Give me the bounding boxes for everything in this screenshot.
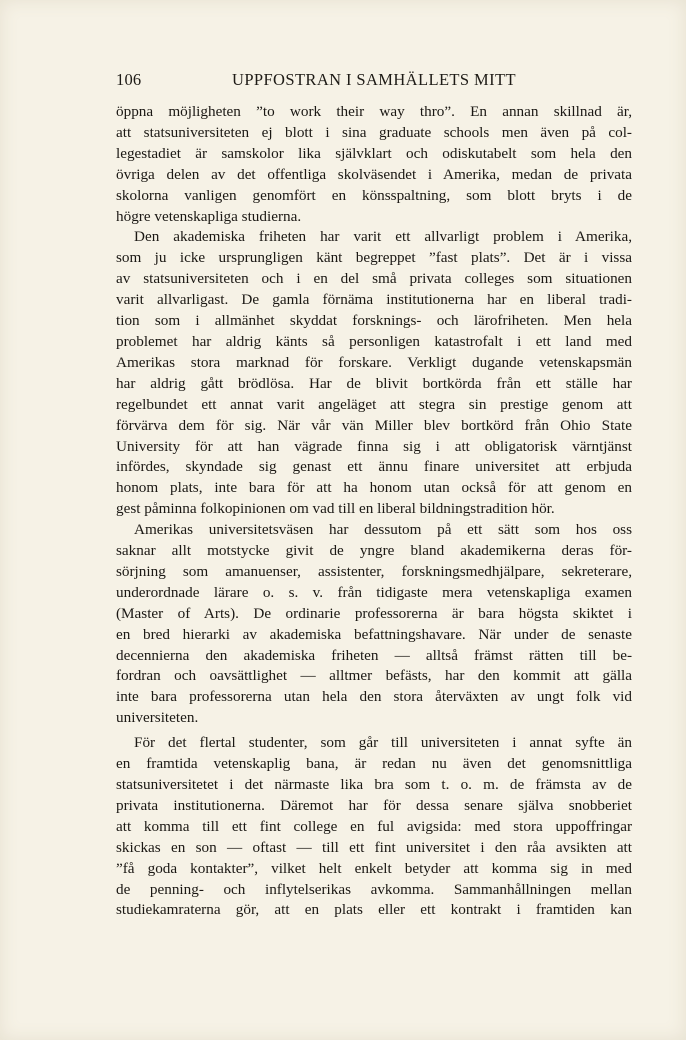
text-line: För det flertal studenter, som går till universiteten i annat syfte än: [134, 734, 632, 752]
text-line: gest påminna folkopinionen om vad till en liberal bildningstradition hör.: [116, 500, 555, 518]
text-line: skolorna vanligen genomfört en könsspaltning, som blott bryts i de: [116, 186, 632, 204]
text-line: decennierna den akademiska friheten — alltså främst rätten till be-: [116, 646, 632, 664]
text-line: högre vetenskapliga studierna.: [116, 207, 302, 225]
text-line: Den akademiska friheten har varit ett allvarligt problem i Amerika,: [134, 228, 632, 246]
page-number: 106: [116, 70, 142, 89]
running-title: UPPFOSTRAN I SAMHÄLLETS MITT: [232, 70, 516, 89]
text-line: en framtida vetenskaplig bana, är redan nu även det genomsnittliga: [116, 755, 632, 773]
text-line: ”få goda kontakter”, vilket helt enkelt betyder att komma sig in med: [116, 859, 632, 877]
text-line: de penning- och inflytelserikas avkomma. Sammanhållningen mellan: [116, 880, 632, 898]
text-line: av statsuniversiteten och i en del små privata colleges som situationen: [116, 270, 632, 288]
text-line: öppna möjligheten ”to work their way thro”. En annan skillnad är,: [116, 103, 632, 120]
text-line: saknar allt motstycke givit de yngre bland akademikerna deras för-: [116, 542, 632, 560]
text-line: legestadiet är samskolor lika självklart och odiskutabelt som hela den: [116, 144, 632, 162]
text-line: problemet har aldrig känts så personligen katastrofalt i ett land med: [116, 332, 632, 350]
text-line: en bred hierarki av akademiska befattningshavare. När under de senaste: [116, 625, 632, 643]
text-line: att statsuniversiteten ej blott i sina graduate schools men även på col-: [116, 123, 632, 141]
text-line: infördes, skyndade sig genast ett ännu finare universitet att erbjuda: [116, 458, 632, 476]
text-line: förvärva dem för sig. När vår vän Miller blev bortkörd från Ohio State: [116, 416, 632, 434]
text-line: University för att han vägrade finna sig i att obligatorisk värntjänst: [116, 437, 632, 455]
text-line: sörjning som amanuenser, assistenter, forskningsmedhjälpare, sekreterare,: [116, 562, 632, 580]
text-line: Amerikas stora marknad för forskare. Verkligt dugande vetenskapsmän: [116, 353, 632, 371]
text-line: skickas en son — oftast — till ett fint universitet i den råa avsikten att: [116, 838, 632, 856]
text-line: fordran och oavsättlighet — alltmer befästs, har den kommit att gälla: [116, 667, 632, 685]
text-line: honom plats, inte bara för att ha honom utan också för att genom en: [116, 479, 632, 497]
text-line: tion som i allmänhet skyddat forsknings- och lärofriheten. Men hela: [116, 312, 632, 330]
text-line: inte bara professorerna utan hela den stora återväxten av ungt folk vid: [116, 688, 632, 706]
text-line: universiteten.: [116, 709, 199, 727]
text-line: statsuniversitetet i det närmaste lika bra som t. o. m. de främsta av de: [116, 776, 632, 793]
text-line: regelbundet ett annat varit angeläget att stegra sin prestige genom att: [116, 395, 632, 413]
text-line: att komma till ett fint college en ful avigsida: med stora uppoffringar: [116, 817, 632, 835]
text-line: som ju icke ursprungligen känt begreppet ”fast plats”. Det är i vissa: [116, 249, 632, 267]
text-line: (Master of Arts). De ordinarie professorerna är bara högsta skiktet i: [116, 604, 632, 622]
text-line: varit allvarligast. De gamla förnäma institutionerna har en liberal tradi-: [116, 291, 632, 309]
text-line: övriga delen av det offentliga skolväsendet i Amerika, medan de privata: [116, 165, 632, 183]
text-line: underordnade lärare o. s. v. från tidigaste mera vetenskapliga examen: [116, 583, 632, 601]
text-line: Amerikas universitetsväsen har dessutom på ett sätt som hos oss: [134, 521, 632, 539]
text-line: har aldrig gått brödlösa. Har de blivit bortkörda från ett ställe har: [116, 374, 632, 392]
text-line: studiekamraterna gör, att en plats eller ett kontrakt i framtiden kan: [116, 901, 632, 919]
text-line: privata institutionerna. Däremot har för dessa senare själva snobberiet: [116, 796, 632, 814]
page-header: [116, 70, 632, 94]
body-text: [116, 102, 632, 921]
